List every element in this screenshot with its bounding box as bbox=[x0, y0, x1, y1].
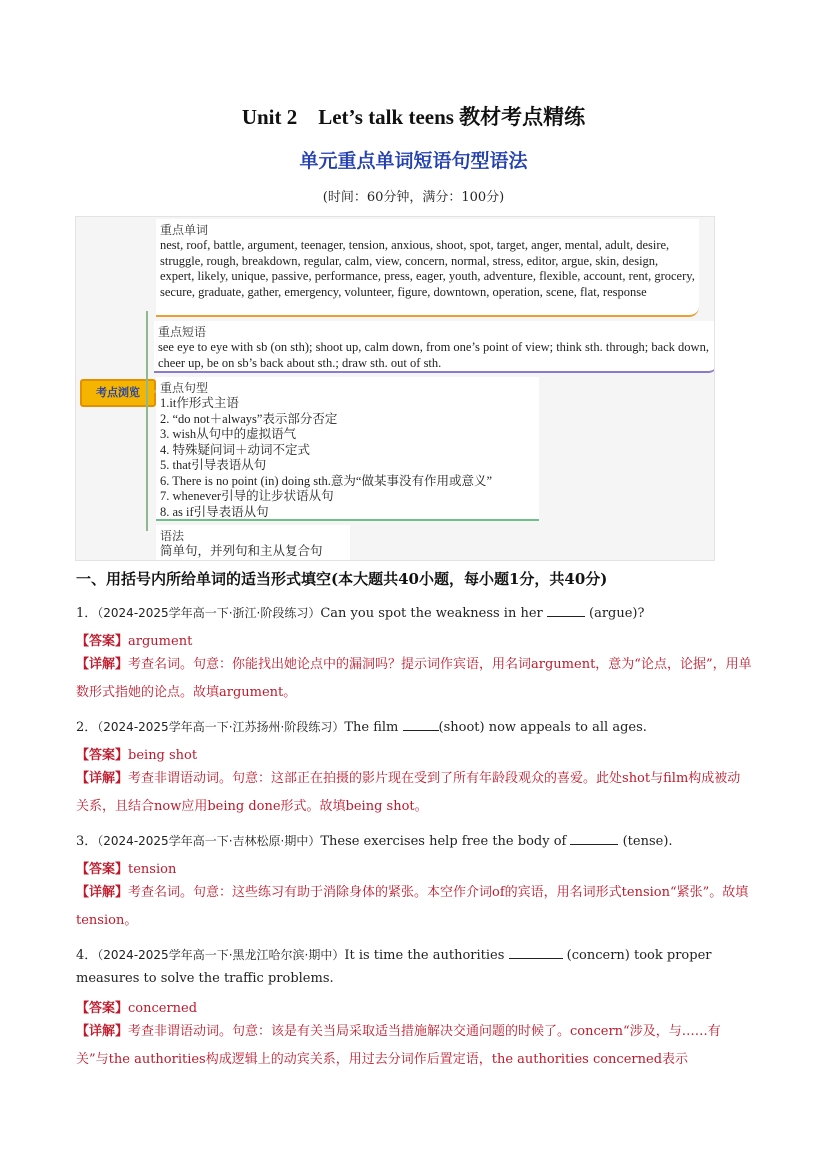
detail-line bbox=[76, 879, 752, 935]
branch-words bbox=[156, 219, 699, 317]
mind-map bbox=[75, 216, 715, 561]
page-title: Unit 2 Let’s talk teens 教材考点精练 bbox=[241, 105, 586, 129]
question-source: （2024-2025学年高一下·黑龙江哈尔滨·期中） bbox=[97, 948, 345, 962]
grammar-text: 简单句，并列句和主从复合句 bbox=[160, 544, 323, 558]
answer-label: 【答案】 bbox=[76, 748, 129, 763]
answer-text: being shot bbox=[128, 748, 198, 763]
phrases-heading: 重点短语 bbox=[158, 325, 207, 339]
page-subtitle: 单元重点单词短语句型语法 bbox=[299, 150, 528, 172]
question-text: (concern) took proper bbox=[562, 948, 712, 963]
question-number: 4． bbox=[76, 948, 98, 963]
sentences-heading: 重点句型 bbox=[160, 381, 209, 395]
detail-text: 考查名词。句意：你能找出她论点中的漏洞吗？提示词作宾语，用名词argument，意为“论点，论据”，用单数形式指她的论点。故填argument。 bbox=[76, 657, 752, 700]
detail-text: 考查名词。句意：这些练习有助于消除身体的紧张。本空作介词of的宾语，用名词形式tension“紧张”。故填tension。 bbox=[76, 885, 749, 928]
sentence-item: 2. “do not＋always”表示部分否定 bbox=[160, 411, 338, 426]
phrases-text: see eye to eye with sb (on sth); shoot up, calm down, from one’s point of view; think sth. through; back down, cheer up, be on sb’s back about sth.; draw sth. out of sth. bbox=[158, 340, 709, 370]
answer-line bbox=[76, 744, 197, 763]
detail-text: 考查非谓语动词。句意：该是有关当局采取适当措施解决交通问题的时候了。concern“涉及，与……有关”与the authorities构成逻辑上的动宾关系，用过去分词作后置定语，the authorities concerned表示 bbox=[76, 1024, 721, 1067]
question-source: （2024-2025学年高一下·江苏扬州·阶段练习） bbox=[97, 720, 345, 734]
mindmap-badge: 考点浏览 bbox=[80, 379, 156, 407]
answer-blank[interactable] bbox=[509, 946, 563, 959]
answer-text: argument bbox=[128, 634, 193, 649]
grammar-heading: 语法 bbox=[160, 529, 185, 543]
words-heading: 重点单词 bbox=[160, 223, 209, 237]
question-1 bbox=[76, 602, 644, 621]
answer-label: 【答案】 bbox=[76, 1001, 129, 1016]
answer-blank[interactable] bbox=[403, 718, 439, 731]
answer-line bbox=[76, 858, 176, 877]
question-text: (tense). bbox=[618, 834, 673, 849]
detail-label: 【详解】 bbox=[76, 885, 129, 900]
question-text: These exercises help free the body of bbox=[320, 834, 571, 849]
answer-text: concerned bbox=[128, 1001, 198, 1016]
question-number: 1． bbox=[76, 606, 98, 621]
question-number: 2． bbox=[76, 720, 98, 735]
answer-text: tension bbox=[128, 862, 177, 877]
detail-line bbox=[76, 1018, 752, 1074]
detail-line bbox=[76, 651, 752, 707]
sentence-item: 6. There is no point (in) doing sth.意为“做某事没有作用或意义” bbox=[160, 473, 493, 488]
detail-label: 【详解】 bbox=[76, 657, 129, 672]
detail-line bbox=[76, 765, 752, 821]
question-number: 3． bbox=[76, 834, 98, 849]
question-continuation: measures to solve the traffic problems. bbox=[76, 971, 334, 986]
detail-text: 考查非谓语动词。句意：这部正在拍摄的影片现在受到了所有年龄段观众的喜爱。此处shot与film构成被动关系，且结合now应用being done形式。故填being shot。 bbox=[76, 771, 741, 814]
question-3 bbox=[76, 830, 673, 849]
branch-grammar bbox=[156, 525, 350, 561]
sentence-item: 1.it作形式主语 bbox=[160, 396, 239, 410]
sentence-item: 5. that引导表语从句 bbox=[160, 458, 267, 472]
branch-sentences bbox=[156, 377, 539, 521]
answer-line bbox=[76, 997, 197, 1016]
answer-label: 【答案】 bbox=[76, 862, 129, 877]
question-4 bbox=[76, 944, 711, 963]
answer-blank[interactable] bbox=[547, 604, 585, 617]
answer-blank[interactable] bbox=[570, 832, 618, 845]
answer-line bbox=[76, 630, 192, 649]
sentence-item: 8. as if引导表语从句 bbox=[160, 504, 269, 519]
sentence-item: 7. whenever引导的让步状语从句 bbox=[160, 489, 334, 503]
question-source: （2024-2025学年高一下·吉林松原·期中） bbox=[97, 834, 321, 848]
time-info: (时间：60分钟，满分：100分) bbox=[322, 190, 505, 205]
question-text: (argue)? bbox=[584, 606, 645, 621]
question-text: It is time the authorities bbox=[344, 948, 509, 963]
branch-phrases bbox=[154, 321, 715, 373]
question-text: The film bbox=[344, 720, 403, 735]
question-text: (shoot) now appeals to all ages. bbox=[438, 720, 647, 735]
question-2 bbox=[76, 716, 647, 735]
words-text: nest, roof, battle, argument, teenager, tension, anxious, shoot, spot, target, anger, mental, adult, desire, struggle, rough, breakdown, regular, calm, view, concern, normal, stress, editor, argue, skin, design, expert, likely, unique, passive, performance, press, eager, youth, adventure, flexible, account, rent, grocery, secure, graduate, gather, emergency, volunteer, figure, downtown, operation, scene, flat, response bbox=[160, 238, 695, 299]
detail-label: 【详解】 bbox=[76, 1024, 129, 1039]
question-source: （2024-2025学年高一下·浙江·阶段练习） bbox=[97, 606, 321, 620]
question-text: Can you spot the weakness in her bbox=[320, 606, 547, 621]
sentence-item: 3. wish从句中的虚拟语气 bbox=[160, 427, 297, 441]
sentence-item: 4. 特殊疑问词＋动词不定式 bbox=[160, 442, 311, 457]
answer-label: 【答案】 bbox=[76, 634, 129, 649]
section-title: 一、用括号内所给单词的适当形式填空(本大题共40小题，每小题1分，共40分) bbox=[76, 570, 608, 588]
detail-label: 【详解】 bbox=[76, 771, 129, 786]
